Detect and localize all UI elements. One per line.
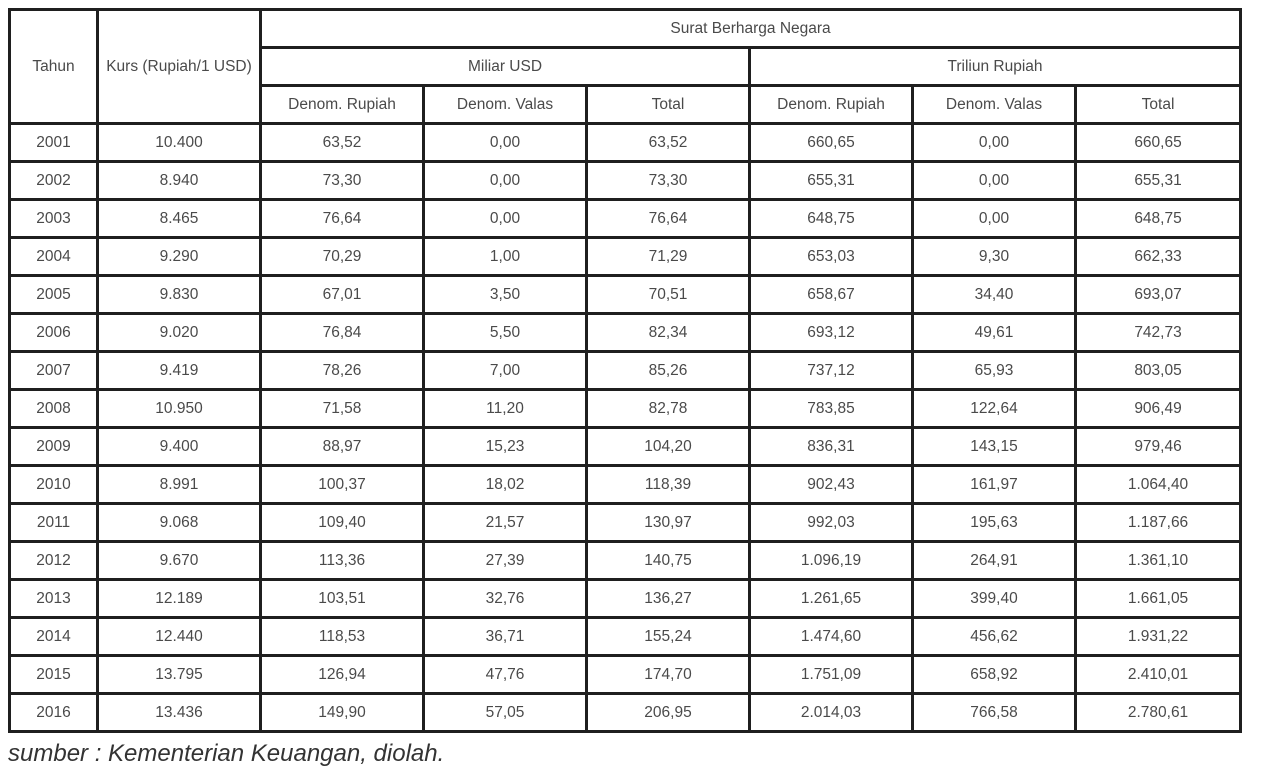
- cell-rate: 9.290: [98, 238, 261, 276]
- cell-usd-total: 104,20: [587, 428, 750, 466]
- col-header-usd-rupiah: Denom. Rupiah: [261, 86, 424, 124]
- cell-usd-rupiah: 126,94: [261, 656, 424, 694]
- cell-idr-valas: 264,91: [913, 542, 1076, 580]
- cell-idr-total: 693,07: [1076, 276, 1241, 314]
- cell-year: 2012: [10, 542, 98, 580]
- table-row: [10, 428, 1241, 466]
- cell-rate: 8.465: [98, 200, 261, 238]
- cell-usd-rupiah: 113,36: [261, 542, 424, 580]
- cell-idr-rupiah: 783,85: [750, 390, 913, 428]
- cell-year: 2004: [10, 238, 98, 276]
- cell-idr-total: 742,73: [1076, 314, 1241, 352]
- cell-idr-total: 906,49: [1076, 390, 1241, 428]
- col-header-usd-valas: Denom. Valas: [424, 86, 587, 124]
- cell-idr-valas: 49,61: [913, 314, 1076, 352]
- group-header-usd: Miliar USD: [261, 48, 750, 86]
- cell-idr-rupiah: 1.474,60: [750, 618, 913, 656]
- table-row: [10, 656, 1241, 694]
- cell-idr-rupiah: 655,31: [750, 162, 913, 200]
- table-row: [10, 694, 1241, 732]
- cell-usd-rupiah: 118,53: [261, 618, 424, 656]
- cell-idr-total: 803,05: [1076, 352, 1241, 390]
- cell-usd-total: 73,30: [587, 162, 750, 200]
- cell-usd-total: 76,64: [587, 200, 750, 238]
- cell-usd-total: 85,26: [587, 352, 750, 390]
- cell-idr-valas: 0,00: [913, 200, 1076, 238]
- table-row: [10, 238, 1241, 276]
- cell-usd-rupiah: 71,58: [261, 390, 424, 428]
- cell-usd-total: 82,34: [587, 314, 750, 352]
- cell-idr-total: 1.661,05: [1076, 580, 1241, 618]
- cell-usd-valas: 32,76: [424, 580, 587, 618]
- col-header-idr-valas: Denom. Valas: [913, 86, 1076, 124]
- cell-usd-valas: 0,00: [424, 124, 587, 162]
- cell-idr-total: 979,46: [1076, 428, 1241, 466]
- cell-idr-rupiah: 992,03: [750, 504, 913, 542]
- cell-idr-total: 1.064,40: [1076, 466, 1241, 504]
- cell-rate: 8.940: [98, 162, 261, 200]
- group-header-sbn: Surat Berharga Negara: [261, 10, 1241, 48]
- table-header: [10, 10, 1241, 124]
- cell-idr-rupiah: 1.261,65: [750, 580, 913, 618]
- cell-year: 2008: [10, 390, 98, 428]
- cell-idr-valas: 399,40: [913, 580, 1076, 618]
- cell-year: 2003: [10, 200, 98, 238]
- cell-usd-total: 174,70: [587, 656, 750, 694]
- cell-rate: 8.991: [98, 466, 261, 504]
- table-row: [10, 618, 1241, 656]
- cell-year: 2002: [10, 162, 98, 200]
- cell-rate: 12.189: [98, 580, 261, 618]
- cell-year: 2010: [10, 466, 98, 504]
- col-header-usd-total: Total: [587, 86, 750, 124]
- cell-usd-rupiah: 100,37: [261, 466, 424, 504]
- table-row: [10, 162, 1241, 200]
- cell-idr-valas: 0,00: [913, 162, 1076, 200]
- cell-idr-valas: 195,63: [913, 504, 1076, 542]
- cell-year: 2009: [10, 428, 98, 466]
- sbn-table: [8, 8, 1242, 733]
- cell-idr-total: 655,31: [1076, 162, 1241, 200]
- table-row: [10, 124, 1241, 162]
- cell-usd-rupiah: 78,26: [261, 352, 424, 390]
- table-row: [10, 542, 1241, 580]
- cell-usd-valas: 47,76: [424, 656, 587, 694]
- cell-usd-total: 140,75: [587, 542, 750, 580]
- cell-usd-valas: 3,50: [424, 276, 587, 314]
- cell-idr-rupiah: 648,75: [750, 200, 913, 238]
- cell-idr-rupiah: 2.014,03: [750, 694, 913, 732]
- cell-rate: 13.795: [98, 656, 261, 694]
- cell-idr-rupiah: 1.096,19: [750, 542, 913, 580]
- cell-idr-rupiah: 653,03: [750, 238, 913, 276]
- cell-usd-valas: 18,02: [424, 466, 587, 504]
- table-row: [10, 504, 1241, 542]
- cell-year: 2001: [10, 124, 98, 162]
- cell-idr-rupiah: 1.751,09: [750, 656, 913, 694]
- cell-rate: 9.670: [98, 542, 261, 580]
- cell-usd-total: 206,95: [587, 694, 750, 732]
- cell-idr-total: 1.931,22: [1076, 618, 1241, 656]
- cell-year: 2015: [10, 656, 98, 694]
- cell-rate: 9.830: [98, 276, 261, 314]
- table-row: [10, 352, 1241, 390]
- table-row: [10, 390, 1241, 428]
- cell-usd-total: 82,78: [587, 390, 750, 428]
- cell-usd-rupiah: 149,90: [261, 694, 424, 732]
- cell-idr-rupiah: 902,43: [750, 466, 913, 504]
- cell-idr-rupiah: 693,12: [750, 314, 913, 352]
- cell-idr-valas: 34,40: [913, 276, 1076, 314]
- cell-idr-rupiah: 660,65: [750, 124, 913, 162]
- table-row: [10, 466, 1241, 504]
- cell-idr-valas: 766,58: [913, 694, 1076, 732]
- table-row: [10, 580, 1241, 618]
- table-row: [10, 314, 1241, 352]
- cell-rate: 10.950: [98, 390, 261, 428]
- cell-year: 2013: [10, 580, 98, 618]
- cell-idr-valas: 456,62: [913, 618, 1076, 656]
- cell-usd-total: 130,97: [587, 504, 750, 542]
- source-note: sumber : Kementerian Keuangan, diolah.: [8, 740, 445, 767]
- cell-usd-valas: 57,05: [424, 694, 587, 732]
- cell-year: 2014: [10, 618, 98, 656]
- cell-usd-rupiah: 70,29: [261, 238, 424, 276]
- cell-usd-valas: 1,00: [424, 238, 587, 276]
- cell-usd-valas: 7,00: [424, 352, 587, 390]
- cell-usd-rupiah: 73,30: [261, 162, 424, 200]
- cell-usd-total: 63,52: [587, 124, 750, 162]
- cell-idr-total: 2.410,01: [1076, 656, 1241, 694]
- cell-idr-valas: 658,92: [913, 656, 1076, 694]
- cell-usd-valas: 36,71: [424, 618, 587, 656]
- cell-idr-rupiah: 737,12: [750, 352, 913, 390]
- cell-year: 2011: [10, 504, 98, 542]
- cell-rate: 10.400: [98, 124, 261, 162]
- cell-idr-total: 1.361,10: [1076, 542, 1241, 580]
- cell-idr-total: 1.187,66: [1076, 504, 1241, 542]
- cell-usd-total: 155,24: [587, 618, 750, 656]
- cell-usd-total: 70,51: [587, 276, 750, 314]
- cell-year: 2006: [10, 314, 98, 352]
- cell-usd-valas: 27,39: [424, 542, 587, 580]
- cell-idr-total: 662,33: [1076, 238, 1241, 276]
- cell-idr-valas: 143,15: [913, 428, 1076, 466]
- cell-idr-total: 2.780,61: [1076, 694, 1241, 732]
- cell-rate: 12.440: [98, 618, 261, 656]
- cell-usd-valas: 15,23: [424, 428, 587, 466]
- col-header-idr-total: Total: [1076, 86, 1241, 124]
- col-header-year: Tahun: [10, 10, 98, 124]
- cell-usd-total: 136,27: [587, 580, 750, 618]
- cell-usd-valas: 0,00: [424, 162, 587, 200]
- cell-usd-rupiah: 67,01: [261, 276, 424, 314]
- table-row: [10, 200, 1241, 238]
- col-header-idr-rupiah: Denom. Rupiah: [750, 86, 913, 124]
- cell-usd-rupiah: 63,52: [261, 124, 424, 162]
- cell-idr-valas: 161,97: [913, 466, 1076, 504]
- cell-rate: 9.419: [98, 352, 261, 390]
- cell-idr-valas: 65,93: [913, 352, 1076, 390]
- cell-usd-valas: 11,20: [424, 390, 587, 428]
- cell-usd-valas: 5,50: [424, 314, 587, 352]
- group-header-idr: Triliun Rupiah: [750, 48, 1241, 86]
- cell-usd-rupiah: 109,40: [261, 504, 424, 542]
- cell-rate: 9.068: [98, 504, 261, 542]
- cell-idr-total: 648,75: [1076, 200, 1241, 238]
- cell-rate: 9.400: [98, 428, 261, 466]
- table-row: [10, 276, 1241, 314]
- cell-idr-rupiah: 658,67: [750, 276, 913, 314]
- cell-usd-total: 71,29: [587, 238, 750, 276]
- cell-usd-rupiah: 88,97: [261, 428, 424, 466]
- cell-rate: 9.020: [98, 314, 261, 352]
- cell-year: 2007: [10, 352, 98, 390]
- table-body: [10, 124, 1241, 732]
- cell-usd-total: 118,39: [587, 466, 750, 504]
- cell-usd-valas: 21,57: [424, 504, 587, 542]
- col-header-rate: Kurs (Rupiah/1 USD): [98, 10, 261, 124]
- cell-year: 2005: [10, 276, 98, 314]
- cell-usd-valas: 0,00: [424, 200, 587, 238]
- cell-idr-valas: 0,00: [913, 124, 1076, 162]
- cell-usd-rupiah: 76,84: [261, 314, 424, 352]
- cell-idr-total: 660,65: [1076, 124, 1241, 162]
- cell-idr-rupiah: 836,31: [750, 428, 913, 466]
- cell-rate: 13.436: [98, 694, 261, 732]
- cell-year: 2016: [10, 694, 98, 732]
- cell-usd-rupiah: 103,51: [261, 580, 424, 618]
- cell-usd-rupiah: 76,64: [261, 200, 424, 238]
- cell-idr-valas: 122,64: [913, 390, 1076, 428]
- cell-idr-valas: 9,30: [913, 238, 1076, 276]
